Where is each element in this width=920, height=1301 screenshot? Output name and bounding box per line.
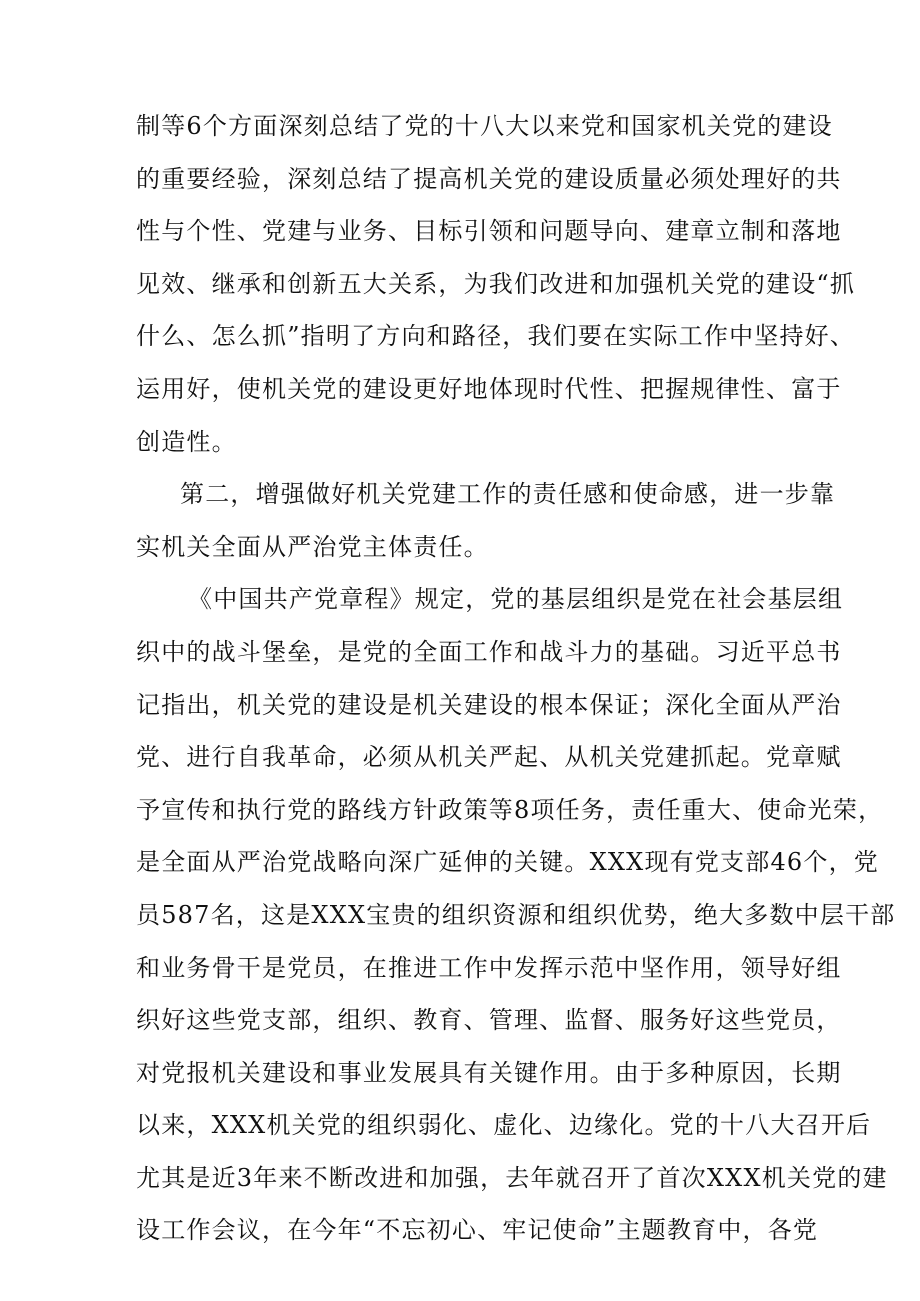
text-line: 以来，XXX机关党的组织弱化、虚化、边缘化。党的十八大召开后 [136, 1111, 872, 1140]
text-line: 运用好，使机关党的建设更好地体现时代性、把握规律性、富于 [136, 374, 842, 403]
text-line: 性与个性、党建与业务、目标引领和问题导向、建章立制和落地 [136, 217, 842, 246]
document-body [136, 100, 896, 1257]
text-line: 尤其是近3年来不断改进和加强，去年就召开了首次XXX机关党的建 [136, 1163, 888, 1192]
text-line: 创造性。 [136, 427, 237, 456]
text-line: 对党报机关建设和事业发展具有关键作用。由于多种原因，长期 [136, 1058, 842, 1087]
text-line: 党、进行自我革命，必须从机关严起、从机关党建抓起。党章赋 [136, 743, 842, 772]
text-line: 什么、怎么抓”指明了方向和路径，我们要在实际工作中坚持好、 [136, 322, 856, 351]
text-line: 《中国共产党章程》规定，党的基层组织是党在社会基层组 [188, 585, 844, 614]
text-line: 织中的战斗堡垒，是党的全面工作和战斗力的基础。习近平总书 [136, 637, 842, 666]
section-heading-line: 实机关全面从严治党主体责任。 [136, 532, 489, 561]
text-line: 予宣传和执行党的路线方针政策等8项任务，责任重大、使命光荣， [136, 795, 884, 824]
text-line: 是全面从严治党战略向深广延伸的关键。XXX现有党支部46个，党 [136, 848, 879, 877]
section-heading-line: 第二，增强做好机关党建工作的责任感和使命感，进一步靠 [180, 480, 836, 509]
text-line: 员587名，这是XXX宝贵的组织资源和组织优势，绝大多数中层干部 [136, 900, 896, 929]
text-line: 织好这些党支部，组织、教育、管理、监督、服务好这些党员， [136, 1006, 842, 1035]
text-line: 的重要经验，深刻总结了提高机关党的建设质量必须处理好的共 [136, 164, 842, 193]
text-line: 记指出，机关党的建设是机关建设的根本保证；深化全面从严治 [136, 690, 842, 719]
text-line: 见效、继承和创新五大关系，为我们改进和加强机关党的建设“抓 [136, 269, 856, 298]
text-line: 和业务骨干是党员，在推进工作中发挥示范中坚作用，领导好组 [136, 953, 842, 982]
text-line: 制等6个方面深刻总结了党的十八大以来党和国家机关党的建设 [136, 112, 833, 140]
text-line: 设工作会议，在今年“不忘初心、牢记使命”主题教育中，各党 [136, 1216, 819, 1245]
